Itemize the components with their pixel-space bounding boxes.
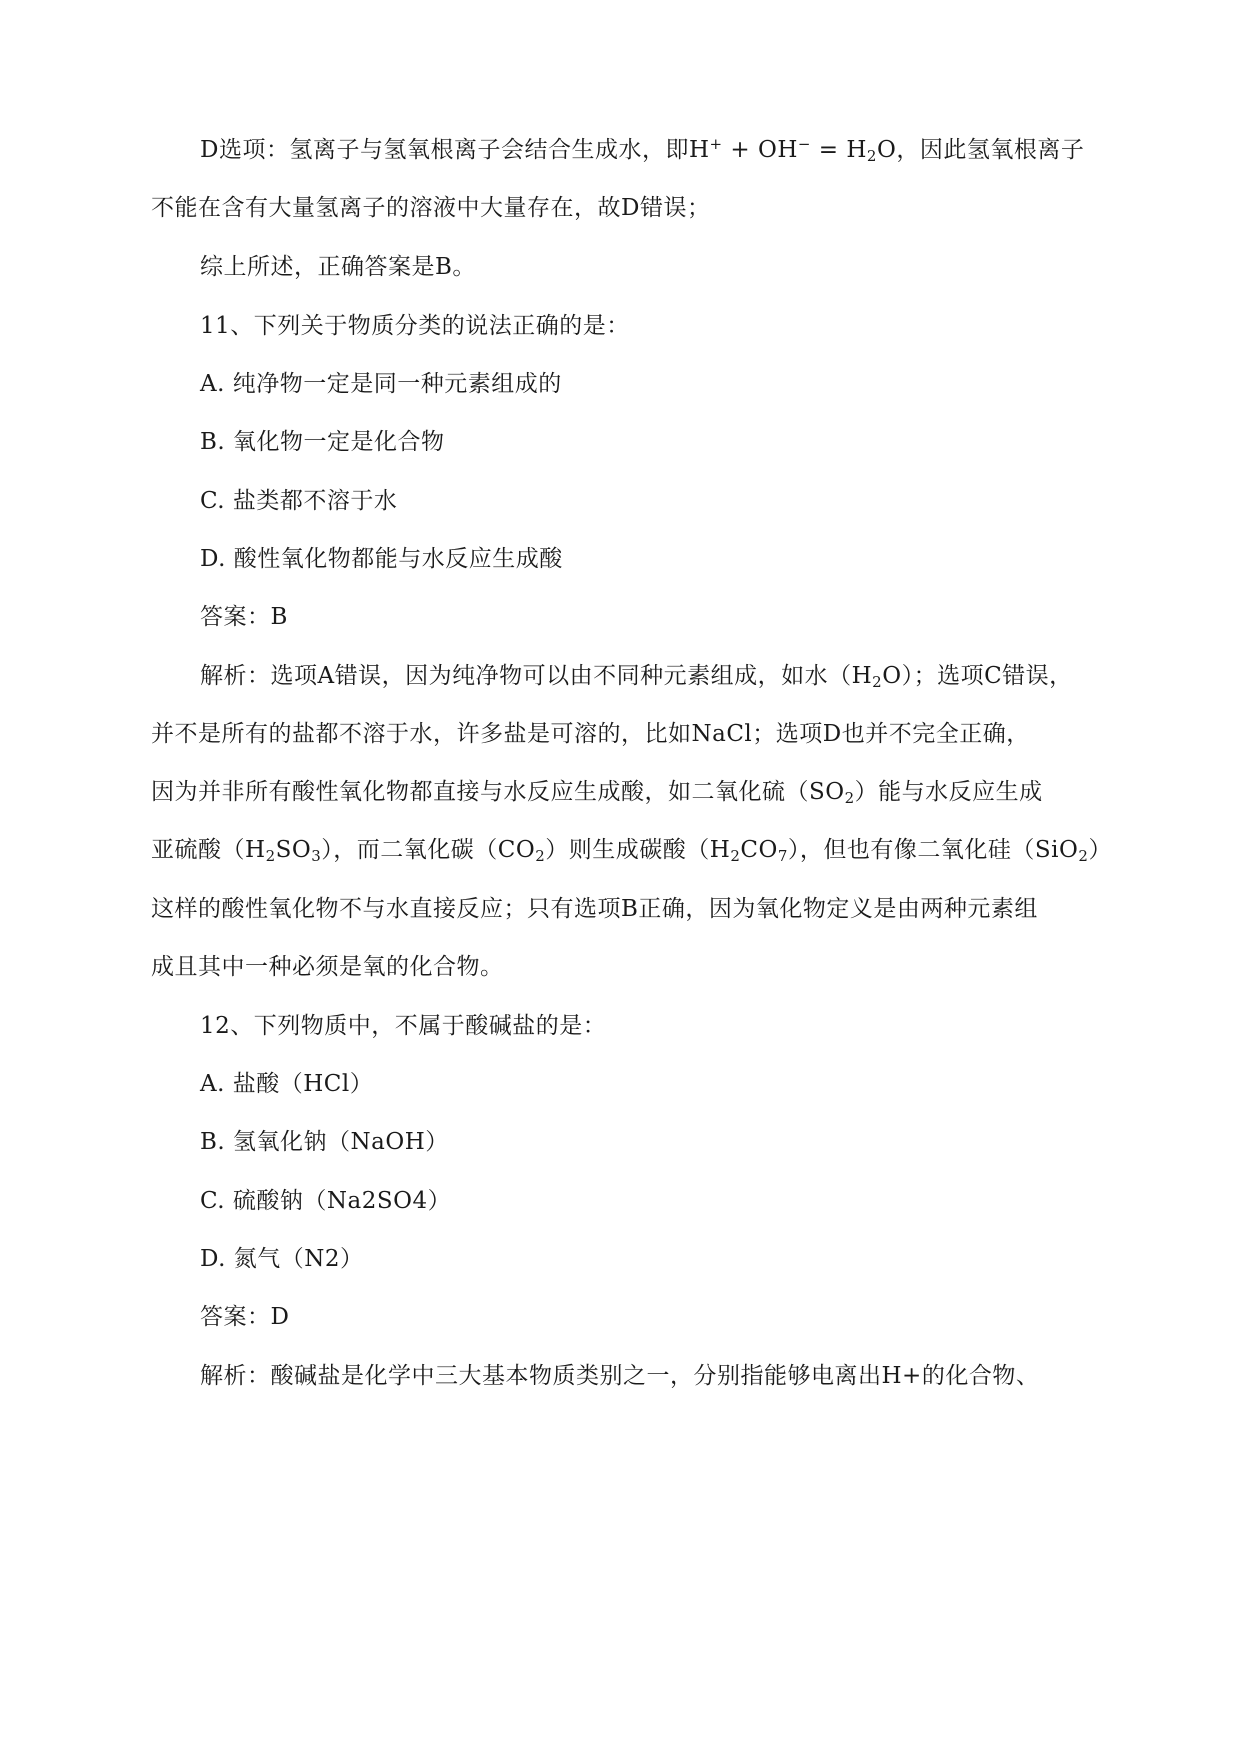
q12-option-c: C. 硫酸钠（Na2SO4）	[200, 1188, 452, 1214]
water-subscript: 2	[866, 147, 877, 165]
subscript: 2	[872, 673, 883, 691]
analysis-text: ）则生成碳酸（H	[545, 837, 731, 863]
q11-analysis-line-3	[0, 776, 1241, 808]
oh-superscript: −	[797, 135, 811, 153]
question-11-title: 11、下列关于物质分类的说法正确的是：	[200, 313, 630, 339]
q12-analysis-line-1: 解析：酸碱盐是化学中三大基本物质类别之一，分别指能够电离出H+的化合物、	[200, 1363, 1040, 1389]
q11-option-c: C. 盐类都不溶于水	[200, 488, 398, 514]
h-ion-superscript: +	[709, 135, 723, 153]
subscript: 2	[730, 847, 741, 865]
subscript: 2	[1078, 847, 1089, 865]
analysis-text: CO	[740, 837, 778, 863]
analysis-text: O）；选项C错误，	[882, 663, 1073, 689]
d-option-lead-text: D选项：氢离子与氢氧根离子会结合生成水，即H	[200, 137, 710, 163]
equals-text: = H	[810, 137, 867, 163]
q11-option-d: D. 酸性氧化物都能与水反应生成酸	[200, 546, 563, 572]
analysis-text: 解析：选项A错误，因为纯净物可以由不同种元素组成，如水（H	[200, 663, 873, 689]
d-option-explanation-line-1	[0, 134, 1241, 166]
q12-option-d: D. 氮气（N2）	[200, 1246, 364, 1272]
q11-option-a: A. 纯净物一定是同一种元素组成的	[200, 371, 562, 397]
subscript: 3	[311, 847, 322, 865]
q11-analysis-line-6: 成且其中一种必须是氧的化合物。	[151, 954, 504, 980]
q12-option-b: B. 氢氧化钠（NaOH）	[200, 1129, 449, 1155]
d-option-explanation-line-2: 不能在含有大量氢离子的溶液中大量存在，故D错误；	[151, 195, 711, 221]
analysis-text: ），但也有像二氧化硅（SiO	[787, 837, 1079, 863]
oh-text: + OH	[722, 137, 798, 163]
q11-analysis-line-2: 并不是所有的盐都不溶于水，许多盐是可溶的，比如NaCl；选项D也并不完全正确，	[151, 721, 1030, 747]
analysis-text: ），而二氧化碳（CO	[321, 837, 536, 863]
analysis-text: ）能与水反应生成	[854, 779, 1043, 805]
analysis-text: 因为并非所有酸性氧化物都直接与水反应生成酸，如二氧化硫（SO	[151, 779, 845, 805]
q11-analysis-line-1	[0, 660, 1241, 692]
subscript: 2	[844, 789, 855, 807]
analysis-text: ）	[1088, 837, 1112, 863]
analysis-text: 亚硫酸（H	[151, 837, 266, 863]
subscript: 7	[777, 847, 788, 865]
summary-text: 综上所述，正确答案是B。	[200, 254, 476, 280]
question-12-title: 12、下列物质中，不属于酸碱盐的是：	[200, 1013, 607, 1039]
q11-analysis-line-4	[0, 834, 1241, 866]
q12-option-a: A. 盐酸（HCl）	[200, 1071, 374, 1097]
q11-analysis-line-5: 这样的酸性氧化物不与水直接反应；只有选项B正确，因为氧化物定义是由两种元素组	[151, 896, 1038, 922]
subscript: 2	[265, 847, 276, 865]
q11-option-b: B. 氧化物一定是化合物	[200, 429, 445, 455]
d-option-tail-text: O，因此氢氧根离子	[876, 137, 1085, 163]
subscript: 2	[535, 847, 546, 865]
analysis-text: SO	[275, 837, 312, 863]
q12-answer: 答案：D	[200, 1304, 290, 1330]
q11-answer: 答案：B	[200, 604, 288, 630]
